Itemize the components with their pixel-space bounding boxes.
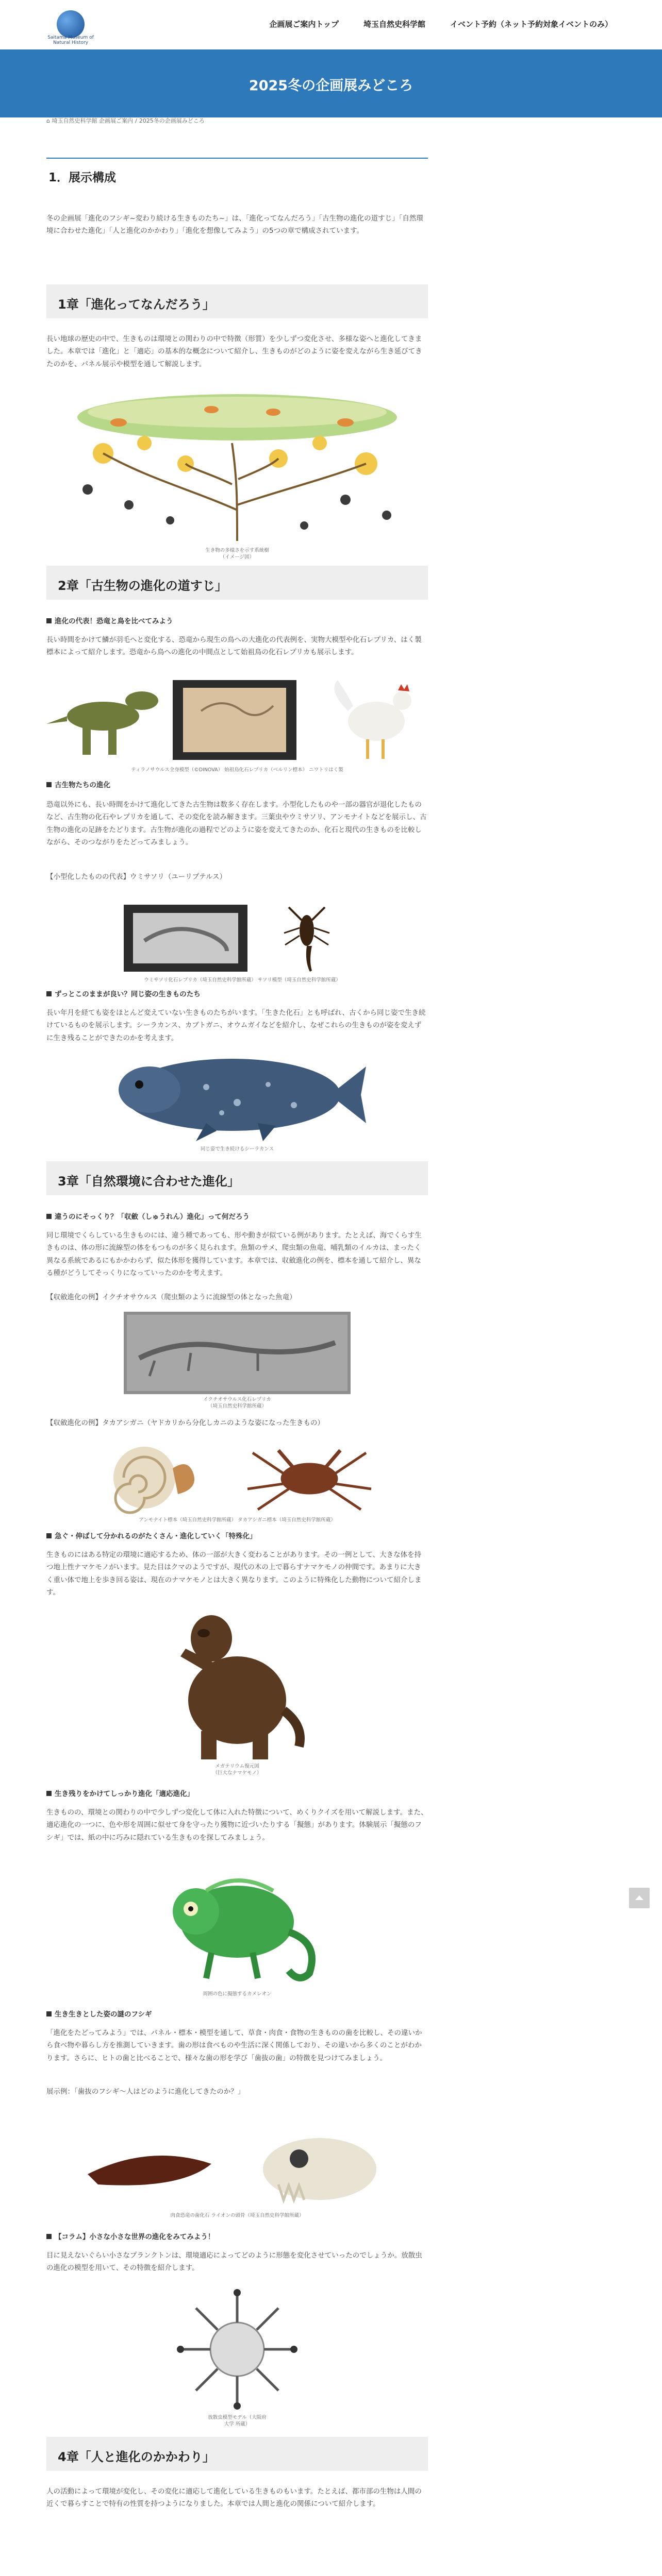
breadcrumb-item[interactable]: 埼玉自然史科学館 企画展ご案内 — [52, 117, 133, 124]
radiolarian-model-photo — [175, 2287, 299, 2411]
nav-item-event-booking[interactable]: イベント予約（ネット予約対象イベントのみ） — [450, 20, 613, 29]
image-caption: 周囲の色に擬態するカメレオン — [203, 1991, 272, 1997]
section-text: 冬の企画展「進化のフシギ~変わり続ける生きものたち~」は、「進化ってなんだろう」「古生物の進化の道すじ」「自然環境に合わせた進化」「人と進化のかかわり」「進化を想像してみよう」の5つの章で構成されています。 — [46, 214, 423, 235]
chapter-4-heading-band — [46, 2437, 428, 2471]
sea-scorpion-photos — [124, 894, 356, 975]
image-caption: メガテリウム復元図 （巨大なナマケモノ） — [212, 1764, 262, 1776]
breadcrumb-current: 2025冬の企画展みどころ — [139, 117, 205, 124]
chapter-text: 長い年月を経ても姿をほとんど変えていない生きものたちがいます。「生きた化石」とも呼ばれ、古くから同じ姿で生き続けているものを展示します。シーラカンス、カブトガニ、オウムガイなどを紹介し、なぜこれらの生きものが姿を変えずに生き残ることができたのかを考えます。 — [46, 1009, 426, 1042]
logo-caption: Saitama Museum of Natural History — [47, 35, 94, 45]
ichthyosaur-fossil-photo — [124, 1312, 351, 1394]
image-caption: ティラノサウルス全身模型（©DINOVA） 始祖鳥化石レプリカ（ベルリン標本） ニワトリはく製 — [131, 767, 343, 773]
dinosaur-bird-photos — [46, 675, 428, 765]
teeth-skull-photos — [82, 2128, 392, 2210]
subheading: ずっとこのままが良い？同じ姿の生きものたち — [46, 988, 201, 998]
chapter-text: 長い地球の歴史の中で、生きものは環境との関わりの中で特徴（形質）を少しずつ変化させ、多様な姿へと進化してきました。本章では「進化」と「適応」の基本的な概念について紹介し、生きものがどのように姿を変えながら生き延びてきたのかを、パネル展示や模型を通して解説します。 — [46, 335, 422, 368]
bracket-label: 【収斂進化の例】イクチオサウルス（爬虫類のように流線型の体となった魚竜） — [46, 1293, 296, 1301]
nav-item-exhibition-top[interactable]: 企画展ご案内トップ — [269, 20, 339, 29]
bracket-label: 【収斂進化の例】タカアシガニ（ヤドカリから分化しカニのような姿になった生きもの） — [46, 1419, 325, 1427]
image-caption: イクチオサウルス化石レプリカ （埼玉自然史科学館所蔵） — [203, 1397, 271, 1410]
page-hero — [0, 49, 662, 117]
image-caption: 放散虫模型モデル（大阪府 大学 所蔵） — [208, 2415, 267, 2428]
subheading: 進化の代表！恐竜と鳥を比べてみよう — [46, 615, 173, 625]
bracket-label: 【小型化したものの代表】ウミサソリ（ユーリプテルス） — [46, 873, 227, 881]
chameleon-photo — [150, 1860, 325, 1989]
image-caption: 同じ姿で生き続けるシーラカンス — [200, 1146, 274, 1152]
section-heading: 1．展示構成 — [48, 171, 117, 184]
chapter-3-heading-band — [46, 1161, 428, 1195]
subheading: 生き残りをかけてしっかり進化「適応進化」 — [46, 1788, 194, 1798]
breadcrumb: ⌂ 埼玉自然史科学館 企画展ご案内 / 2025冬の企画展みどころ — [46, 117, 205, 124]
subheading: 【コラム】小さな小さな世界の進化をみてみよう！ — [46, 2231, 214, 2241]
chapter-text: 人の活動によって環境が変化し、その変化に適応して進化している生きものもいます。たとえば、都市部の生物は人間の近くで暮らすことで特有の性質を持つようになりました。本章では人間と進化の関係について紹介します。 — [46, 2487, 422, 2509]
chapter-1-heading-band — [46, 284, 428, 318]
global-nav — [269, 19, 613, 29]
image-caption: 生き物の多様さを示す系統樹 （イメージ図） — [205, 548, 269, 561]
subheading: 違うのにそっくり？「収斂（しゅうれん）進化」って何だろう — [46, 1211, 250, 1221]
subheading: 急ぐ・伸ばして分かれるのがたくさん・進化していく「特殊化」 — [46, 1530, 257, 1540]
ammonite-crab-photos — [88, 1437, 387, 1515]
site-logo[interactable] — [47, 10, 94, 45]
chapter-text: 生きものの、環境との関わりの中で少しずつ変化して体に入れた特徴について、めくりクイズを用いて解説します。また、適応進化の一つに、色や形を周囲に似せて身を守ったり獲物に近づいたりする「擬態」があります。体験展示「擬態のフシギ」では、紙の中に巧みに隠れている生きものを探してみましょう。 — [46, 1808, 428, 1842]
chapter-heading: 3章「自然環境に合わせた進化」 — [58, 1174, 240, 1189]
chapter-text: 「進化をたどってみよう」では、パネル・標本・模型を通して、草食・肉食・食物の生きものの歯を比較し、その違いから食べ物や暮らし方を推測していきます。歯の形は食べものや生活に深く関係しており、その違いから多くのことがわかります。さらに、ヒトの歯と比べることで、様々な歯の形を学び「歯抜の歯」の特徴を見つけてみましょう。 — [46, 2029, 422, 2062]
chapter-text: 同じ環境でくらしている生きものには、違う種であっても、形や動きが似ている例があります。たとえば、海でくらす生きものは、体の形に流線型の体をもつものが多く見られます。魚類のサメ、爬虫類の魚竜、哺乳類のイルカは、まったく異なる系統であるにもかかわらず、似た体形を獲得しています。本章では、収斂進化の例を、標本を通して紹介し、異なる種がどうしてそっくりになっていったのかを考えます。 — [46, 1231, 422, 1277]
site-header — [0, 0, 662, 49]
ground-sloth-model-photo — [139, 1607, 325, 1762]
section-composition — [46, 158, 428, 185]
image-caption: ウミサソリ化石レプリカ（埼玉自然史科学館所蔵） サソリ模型（埼玉自然史科学館所蔵） — [144, 977, 341, 983]
chapter-heading: 4章「人と進化のかかわり」 — [58, 2450, 215, 2464]
chapter-text: 生きものにはある特定の環境に適応するため、体の一部が大きく変わることがあります。その一例として、大きな体を持つ地上性ナマケモノがいます。見た目はクマのようですが、現代の木の上で暮らすナマケモノの仲間です。あまりに大きく重い体で地上を歩き回る姿は、現在のナマケモノとは大きく異なります。このように特殊化した動物について紹介します。 — [46, 1551, 422, 1597]
chapter-heading: 1章「進化ってなんだろう」 — [58, 297, 215, 312]
home-icon[interactable]: ⌂ — [46, 117, 50, 124]
scroll-top-icon[interactable] — [629, 1888, 650, 1908]
nav-item-museum[interactable]: 埼玉自然史科学館 — [363, 20, 425, 29]
subheading: 古生物たちの進化 — [46, 779, 110, 789]
chapter-heading: 2章「古生物の進化の道すじ」 — [58, 579, 227, 593]
subheading: 生き生きとした姿の謎のフシギ — [46, 2008, 152, 2019]
image-caption: アンモナイト標本（埼玉自然史科学館所蔵） タカアシガニ標本（埼玉自然史科学館所蔵） — [139, 1517, 336, 1523]
page-title: 2025冬の企画展みどころ — [249, 78, 413, 94]
chapter-text: 展示例：「歯抜のフシギ～人はどのように進化してきたのか？」 — [46, 2088, 245, 2096]
logo-mark — [57, 10, 85, 38]
chapter-text: 目に見えないぐらい小さなプランクトンは、環境適応によってどのように形態を変化させていったのでしょうか。放散虫の進化の模型を用いて、その特徴を紹介します。 — [46, 2251, 422, 2273]
coelacanth-photo — [103, 1046, 371, 1144]
image-caption: 肉食恐竜の歯化石 ライオンの頭骨（埼玉自然史科学館所蔵） — [170, 2213, 304, 2218]
chapter-text: 恐竜以外にも、長い時間をかけて進化してきた古生物は数多く存在します。小型化したものや一部の器官が退化したものなど、古生物の化石やレプリカを通して、その変化を読み解きます。三葉虫やウミサソリ、アンモナイトなどを展示し、古生物の進化の足跡をたどります。古生物が進化の過程でどのように姿を変えてきたのか、化石と現代の生きものを比較しながら、そのつながりをたどってみましょう。 — [46, 801, 427, 846]
chapter-text: 長い時間をかけて鱗が羽毛へと変化する、恐竜から現生の鳥への大進化の代表例を、実物大模型や化石レプリカ、はく製標本によって紹介します。恐竜から鳥への進化の中間点として始祖鳥の化石レプリカも展示します。 — [46, 636, 422, 657]
chapter-2-heading-band — [46, 566, 428, 600]
phylogenetic-tree-illustration — [57, 386, 418, 546]
